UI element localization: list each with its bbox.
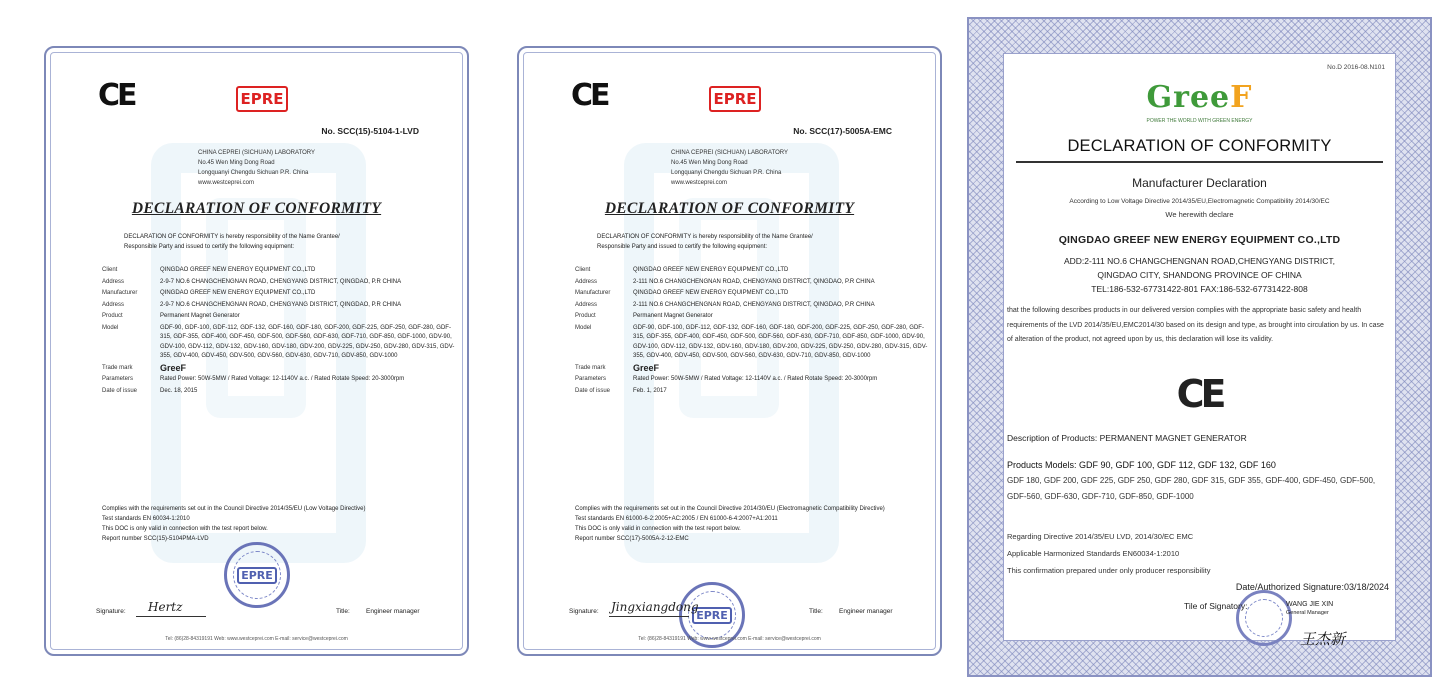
field-row: Manufacturer QINGDAO GREEF NEW ENERGY EQUIPMENT CO.,LTD <box>575 290 789 296</box>
logo-tagline: POWER THE WORLD WITH GREEN ENERGY <box>1146 118 1253 124</box>
footnotes: Complies with the requirements set out in the Council Directive 2014/35/EU (Low Voltage Directive) Test standards EN 60034-1:2010 This DOC is only valid in connection with the test report below. Report number SCC(15)-5104PMA-LVD <box>102 506 366 542</box>
company-seal <box>1236 590 1292 646</box>
lab-address: CHINA CEPREI (SICHUAN) LABORATORY No.45 Wen Ming Dong Road Longquanyi Chengdu Sichuan P.R. China www.westceprei.com <box>198 150 316 186</box>
certificate-number: No. SCC(15)-5104-1-LVD <box>321 126 419 136</box>
field-row: Date of issue Feb. 1, 2017 <box>575 387 667 394</box>
confirmation-text: This confirmation prepared under only producer responsibility <box>1007 566 1211 575</box>
ce-mark: CE <box>98 78 135 113</box>
certificate-number: No. SCC(17)-5005A-EMC <box>793 126 892 136</box>
directive-text: According to Low Voltage Directive 2014/35/EU,Electromagnetic Compatibility 2014/30/EC We herewith declare <box>1069 198 1330 219</box>
field-row: Address 2-111 NO.6 CHANGCHENGNAN ROAD, CHENGYANG DISTRICT, QINGDAO, P.R CHINA <box>575 278 875 285</box>
lab-address: CHINA CEPREI (SICHUAN) LABORATORY No.45 Wen Ming Dong Road Longquanyi Chengdu Sichuan P.R. China www.westceprei.com <box>671 150 789 186</box>
field-row: Client QINGDAO GREEF NEW ENERGY EQUIPMENT CO.,LTD <box>575 267 789 273</box>
certificate-greef <box>967 17 1432 677</box>
title-divider <box>1016 161 1383 163</box>
ce-mark: CE <box>1176 372 1223 416</box>
intro-text: DECLARATION OF CONFORMITY is hereby responsibility of the Name Grantee/ Responsible Party and issued to certify the following equipment: <box>597 234 813 250</box>
field-row: Date of issue Dec. 18, 2015 <box>102 387 198 394</box>
date-signature: Date/Authorized Signature:03/18/2024 <box>1235 582 1389 592</box>
document-title: DECLARATION OF CONFORMITY <box>604 200 855 217</box>
field-row: Address 2-9-7 NO.6 CHANGCHENGNAN ROAD, CHENGYANG DISTRICT, QINGDAO, P.R CHINA <box>102 301 402 308</box>
signatory-label: Tile of Signatory: <box>1184 601 1248 611</box>
company-address: ADD:2-111 NO.6 CHANGCHENGNAN ROAD,CHENGYANG DISTRICT, QINGDAO CITY, SHANDONG PROVINCE OF CHINA TEL:186-532-67731422-801 FAX:186-532-67731422-808 <box>1063 256 1336 294</box>
company-name: QINGDAO GREEF NEW ENERGY EQUIPMENT CO.,LTD <box>1058 234 1341 246</box>
field-row: Client QINGDAO GREEF NEW ENERGY EQUIPMENT CO.,LTD <box>102 267 316 273</box>
document-title: DECLARATION OF CONFORMITY <box>1067 137 1332 155</box>
field-list <box>575 266 935 398</box>
epre-logo: EPRE <box>236 86 288 112</box>
field-row: Parameters Rated Power: 50W-5MW / Rated Voltage: 12-1140V a.c. / Rated Rotate Speed: 20-3000rpm <box>102 376 405 382</box>
signature: Jingxiangdong <box>611 600 699 614</box>
product-description: Description of Products: PERMANENT MAGNET GENERATOR <box>1007 433 1247 443</box>
certificate-number: No.D 2016-08.N101 <box>1327 64 1385 71</box>
field-row: Product Permanent Magnet Generator <box>102 313 240 319</box>
signature: Hertz <box>148 600 183 614</box>
field-row: Manufacturer QINGDAO GREEF NEW ENERGY EQUIPMENT CO.,LTD <box>102 290 316 296</box>
document-title: DECLARATION OF CONFORMITY <box>131 200 382 217</box>
certificate-body <box>1003 53 1396 648</box>
intro-text: DECLARATION OF CONFORMITY is hereby responsibility of the Name Grantee/ Responsible Party and issued to certify the following equipment: <box>124 234 340 250</box>
field-row: Parameters Rated Power: 50W-5MW / Rated Voltage: 12-1140V a.c. / Rated Rotate Speed: 20-3000rpm <box>575 376 878 382</box>
field-list <box>102 266 462 398</box>
certificate-emc: CE EPRE No. SCC(17)-5005A-EMC CHINA CEPREI (SICHUAN) LABORATORY No.45 Wen Ming Dong Road Longquanyi Chengdu Sichuan P.R. China www.westceprei.com DECLARATION OF CONFORMITY DECLARATION OF CONFORMITY is hereby responsibility of the Name Grantee/ Responsible Party and issued to certify the following equipment: Client QINGDAO GREEF NEW ENERGY EQUIPMENT CO.,LTD Address 2-111 NO.6 CHANGCHENGNAN ROAD, CHENGYANG DISTRICT, QINGDAO, P.R CHINA Manufacturer QINGDAO GREEF NEW ENERGY EQUIPMENT CO.,LTD Address 2-111 NO.6 CHANGCHENGNAN ROAD, CHENGYANG DISTRICT, QINGDAO, P.R CHINA Product Permanent Magnet Generator Model GDF-90, GDF-100, GDF-112, GDF-132, GDF-160, GDF-180, GDF-200, GDF-225, GDF-250, GDF-280, GDF-315, GDF-355, GDF-400, GDF-450, GDF-500, GDF-560, GDF-630, GDF-710, GDF-850, GDF-1000, GDV-90, GDV-100, GDV-112, GDV-132, GDV-160, GDV-180, GDV-200, GDV-225, GDV-250, GDV-280, GDV-315, GDV-355, GDV-400, GDV-450, GDV-500, GDV-560, GDV-630, GDV-710, GDV-850, GDV-1000 Trade mark GreeF Parameters Rated Power: 50W-5MW / Rated Voltage: 12-1140V a.c. / Rated Rotate Speed: 20-3000rpm Date of issue Feb. 1, 2017 Complies with the requirements set out in the Council Directive 2014/30/EU (Electromagnetic Compatibility Directive) Test standards EN 61000-6-2:2005+AC:2005 / EN 61000-6-4:2007+A1:2011 This DOC is only valid in connection with the test report below. Report number SCC(17)-5005A-2-12-EMC EPRE Signature: Jingxiangdong Title: Engineer manager Tel: (86)28-84319191 Web: www.westceprei.com E-mail: service@westceprei.com <box>517 46 942 656</box>
lab-seal: EPRE <box>224 542 290 608</box>
footer-contact: Tel: (86)28-84319191 Web: www.westceprei.com E-mail: service@westceprei.com <box>165 636 348 642</box>
field-row: Address 2-9-7 NO.6 CHANGCHENGNAN ROAD, CHENGYANG DISTRICT, QINGDAO, P.R CHINA <box>102 278 402 285</box>
signature: 王杰新 <box>1300 630 1346 648</box>
epre-logo: EPRE <box>709 86 761 112</box>
field-row: Address 2-111 NO.6 CHANGCHENGNAN ROAD, CHENGYANG DISTRICT, QINGDAO, P.R CHINA <box>575 301 875 308</box>
footnotes: Complies with the requirements set out in the Council Directive 2014/30/EU (Electromagnetic Compatibility Directive) Test standards EN 61000-6-2:2005+AC:2005 / EN 61000-6-4:2007+A1:2011 This DOC is only valid in connection with the test report below. Report number SCC(17)-5005A-2-12-EMC <box>575 506 885 542</box>
product-models: Products Models: GDF 90, GDF 100, GDF 112, GDF 132, GDF 160 GDF 180, GDF 200, GDF 225, GDF 250, GDF 280, GDF 315, GDF 355, GDF-400, GDF-450, GDF-500, GDF-560, GDF-630, GDF-710, GDF-850, GDF-1000 <box>1007 460 1376 501</box>
field-row: Trade mark GreeF <box>575 362 660 373</box>
ce-mark: CE <box>571 78 608 113</box>
subtitle: Manufacturer Declaration <box>1132 176 1267 190</box>
footer-contact: Tel: (86)28-84319191 Web: www.westceprei.com E-mail: service@westceprei.com <box>638 636 821 642</box>
field-row: Model GDF-90, GDF-100, GDF-112, GDF-132, GDF-160, GDF-180, GDF-200, GDF-225, GDF-250, GDF-280, GDF-315, GDF-355, GDF-400, GDF-450, GDF-500, GDF-560, GDF-630, GDF-710, GDF-850, GDF-1000, GDV-90, GDV-100, GDV-112, GDV-132, GDV-160, GDV-180, GDV-200, GDV-225, GDV-250, GDV-280, GDV-315, GDV-355, GDV-400, GDV-450, GDV-500, GDV-560, GDV-630, GDV-710, GDV-850, GDV-1000 <box>102 324 455 359</box>
regulations: Regarding Directive 2014/35/EU LVD, 2014/30/EC EMC Applicable Harmonized Standards EN60034-1:2010 <box>1007 532 1194 558</box>
certificate-lvd: CE EPRE No. SCC(15)-5104-1-LVD CHINA CEPREI (SICHUAN) LABORATORY No.45 Wen Ming Dong Road Longquanyi Chengdu Sichuan P.R. China www.westceprei.com DECLARATION OF CONFORMITY DECLARATION OF CONFORMITY is hereby responsibility of the Name Grantee/ Responsible Party and issued to certify the following equipment: Client QINGDAO GREEF NEW ENERGY EQUIPMENT CO.,LTD Address 2-9-7 NO.6 CHANGCHENGNAN ROAD, CHENGYANG DISTRICT, QINGDAO, P.R CHINA Manufacturer QINGDAO GREEF NEW ENERGY EQUIPMENT CO.,LTD Address 2-9-7 NO.6 CHANGCHENGNAN ROAD, CHENGYANG DISTRICT, QINGDAO, P.R CHINA Product Permanent Magnet Generator Model GDF-90, GDF-100, GDF-112, GDF-132, GDF-160, GDF-180, GDF-200, GDF-225, GDF-250, GDF-280, GDF-315, GDF-355, GDF-400, GDF-450, GDF-500, GDF-560, GDF-630, GDF-710, GDF-850, GDF-1000, GDV-90, GDV-100, GDV-112, GDV-132, GDV-160, GDV-180, GDV-200, GDV-225, GDV-250, GDV-280, GDV-315, GDV-355, GDV-400, GDV-450, GDV-500, GDV-560, GDV-630, GDV-710, GDV-850, GDV-1000 Trade mark GreeF Parameters Rated Power: 50W-5MW / Rated Voltage: 12-1140V a.c. / Rated Rotate Speed: 20-3000rpm Date of issue Dec. 18, 2015 Complies with the requirements set out in the Council Directive 2014/35/EU (Low Voltage Directive) Test standards EN 60034-1:2010 This DOC is only valid in connection with the test report below. Report number SCC(15)-5104PMA-LVD EPRE Signature: Hertz Title: Engineer manager Tel: (86)28-84319191 Web: www.westceprei.com E-mail: service@westceprei.com <box>44 46 469 656</box>
signatory: WANG JIE XIN General Manager <box>1286 601 1334 616</box>
field-row: Product Permanent Magnet Generator <box>575 313 713 319</box>
field-row: Model GDF-90, GDF-100, GDF-112, GDF-132, GDF-160, GDF-180, GDF-200, GDF-225, GDF-250, GDF-280, GDF-315, GDF-355, GDF-400, GDF-450, GDF-500, GDF-560, GDF-630, GDF-710, GDF-850, GDF-1000, GDV-90, GDV-100, GDV-112, GDV-132, GDV-160, GDV-180, GDV-200, GDV-225, GDV-250, GDV-280, GDV-315, GDV-355, GDV-400, GDV-450, GDV-500, GDV-560, GDV-630, GDV-710, GDV-850, GDV-1000 <box>575 324 928 359</box>
declaration-paragraph: that the following describes products in our delivered version complies with the appropriate basic safety and health requirements of the LVD 2014/35/EU,EMC2014/30 based on its design and type, as brought into circulation by us. In case of alteration of the product, not agreed upon by us, this declaration will lose its validity. <box>1007 307 1384 343</box>
lab-seal: EPRE <box>679 582 745 648</box>
field-row: Trade mark GreeF <box>102 362 187 373</box>
greef-logo: GreeF <box>1146 80 1253 115</box>
